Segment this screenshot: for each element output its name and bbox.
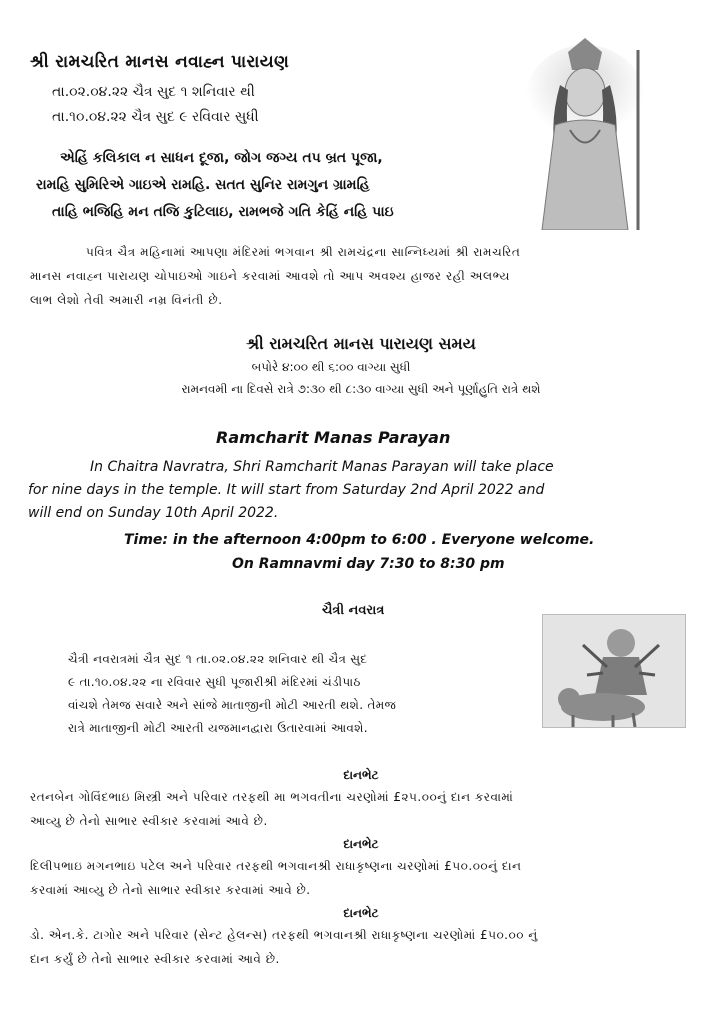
lord-rama-image	[510, 30, 660, 230]
donation-line: ડો. એન.કે. ટાગોર અને પરિવાર (સેન્ટ હેલન્સ) તરફથી ભગવાનશ્રી રાધાકૃષ્ણના ચરણોમાં £૫૦.૦૦ નું	[30, 928, 538, 942]
donation-line: કરવામાં આવ્યુ છે તેનો સાભાર સ્વીકાર કરવામાં આવે છે.	[30, 883, 311, 897]
english-body-line: will end on Sunday 10th April 2022.	[28, 505, 279, 521]
english-body-line: In Chaitra Navratra, Shri Ramcharit Manas Parayan will take place	[90, 459, 554, 475]
donation-entry	[0, 768, 722, 833]
navratri-line: રાત્રે માતાજીની મોટી આરતી યજમાનદ્વારા ઉતારવામાં આવશે.	[68, 721, 368, 735]
intro-line: લાભ લેશો તેવી અમારી નમ્ર વિનંતી છે.	[30, 293, 223, 307]
donation-entry	[0, 837, 722, 902]
donation-entry	[0, 906, 722, 971]
navratri-line: ૯ તા.૧૦.૦૪.૨૨ ના રવિવાર સુધી પૂજારીશ્રી મંદિરમાં ચંડીપાઠ	[68, 675, 361, 689]
verse-line-2: રામહિ સુમિરિએ ગાઇએ રામહિ. સતત સુનિર રામગુન ગ્રામહિ	[36, 177, 370, 193]
english-heading: Ramcharit Manas Parayan	[216, 428, 451, 447]
verse-line-1: એહિં કલિકાલ ન સાધન દૂજા, જોગ જગ્ય તપ બ્રત પૂજા,	[60, 150, 383, 166]
intro-paragraph	[30, 240, 680, 312]
goddess-durga-image	[542, 614, 686, 728]
donation-line: આવ્યુ છે તેનો સાભાર સ્વીકાર કરવામાં આવે છે.	[30, 814, 268, 828]
english-body	[28, 456, 708, 525]
date-from: તા.૦૨.૦૪.૨૨ ચૈત્ર સુદ ૧ શનિવાર થી	[52, 84, 255, 100]
english-time: Time: in the afternoon 4:00pm to 6:00 . Everyone welcome.	[124, 532, 595, 548]
navratri-heading: ચૈત્રી નવરાત્ર	[322, 603, 385, 618]
navratri-body	[68, 648, 538, 740]
donation-line: દિલીપભાઇ મગનભાઇ પટેલ અને પરિવાર તરફથી ભગવાનશ્રી રાધાકૃષ્ણના ચરણોમાં £૫૦.૦૦નું દાન	[30, 859, 522, 873]
navratri-line: વાંચશે તેમજ સવારે અને સાંજે માતાજીની મોટી આરતી થશે. તેમજ	[68, 698, 397, 712]
donation-heading: દાનભેટ	[343, 837, 379, 851]
donation-line: રતનબેન ગોવિંદભાઇ મિસ્ત્રી અને પરિવાર તરફથી મા ભગવતીના ચરણોમાં £૨૫.૦૦નું દાન કરવામાં	[30, 790, 514, 804]
time-heading: શ્રી રામચરિત માનસ પારાયણ સમય	[246, 334, 476, 353]
donations-section	[0, 768, 722, 971]
navratri-line: ચૈત્રી નવરાત્રમાં ચૈત્ર સુદ ૧ તા.૦૨.૦૪.૨૨ શનિવાર થી ચૈત્ર સુદ	[68, 652, 368, 666]
time-line-1: બપોરે ૪:૦૦ થી ૬:૦૦ વાગ્યા સુધી	[251, 360, 411, 374]
page-title: શ્રી રામચરિત માનસ નવાહ્ન પારાયણ	[30, 52, 290, 72]
donation-line: દાન કર્યું છે તેનો સાભાર સ્વીકાર કરવામાં આવે છે.	[30, 952, 280, 966]
intro-line: માનસ નવાહ્ન પારાયણ ચોપાઇઓ ગાઇને કરવામાં આવશે તો આપ અવશ્ય હાજર રહી અલભ્ય	[30, 269, 511, 283]
donation-heading: દાનભેટ	[343, 768, 379, 782]
donation-heading: દાનભેટ	[343, 906, 379, 920]
date-to: તા.૧૦.૦૪.૨૨ ચૈત્ર સુદ ૯ રવિવાર સુધી	[52, 109, 259, 125]
english-body-line: for nine days in the temple. It will start from Saturday 2nd April 2022 and	[28, 482, 545, 498]
time-line-2: રામનવમી ના દિવસે રાત્રે ૭:૩૦ થી ૮:૩૦ વાગ્યા સુધી અને પૂર્ણાહુતિ રાત્રે થશે	[181, 382, 541, 396]
english-ramnavmi: On Ramnavmi day 7:30 to 8:30 pm	[232, 556, 505, 572]
intro-line: પવિત્ર ચૈત્ર મહિનામાં આપણા મંદિરમાં ભગવાન શ્રી રામચંદ્રના સાન્નિધ્યમાં શ્રી રામચરિત	[86, 245, 521, 259]
verse-line-3: તાહિ ભજિહિ મન તજિ કુટિલાઇ, રામભજે ગતિ કેહિં નહિ પાઇ	[52, 204, 394, 220]
